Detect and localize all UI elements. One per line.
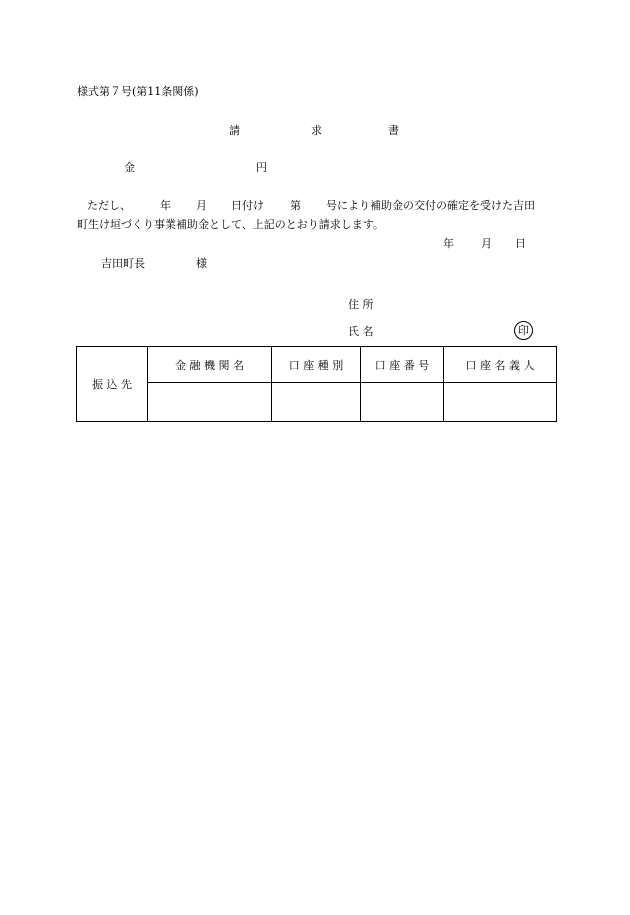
title-char: 書 <box>388 124 399 137</box>
bank-name-cell[interactable] <box>148 383 272 422</box>
body-segment: 年 <box>160 199 171 212</box>
body-segment: ただし、 <box>87 199 131 212</box>
amount-unit: 円 <box>256 161 267 174</box>
account-holder-header: 口 座 名 義 人 <box>444 347 557 383</box>
addressee-honorific: 様 <box>196 257 207 270</box>
address-label: 住 所 <box>348 298 374 311</box>
bank-name-header: 金 融 機 関 名 <box>148 347 272 383</box>
account-holder-cell[interactable] <box>444 383 557 422</box>
account-type-header: 口 座 種 別 <box>272 347 361 383</box>
title-char: 請 <box>229 124 240 137</box>
date-month: 月 <box>481 237 492 250</box>
form-number: 様式第７号(第11条関係) <box>77 85 199 98</box>
body-segment: 月 <box>196 199 207 212</box>
date-year: 年 <box>443 237 454 250</box>
account-number-cell[interactable] <box>361 383 444 422</box>
bank-transfer-table <box>76 346 557 422</box>
name-label: 氏 名 <box>348 325 374 338</box>
seal-mark: 印 <box>514 321 533 340</box>
amount-label: 金 <box>124 161 135 174</box>
body-segment: 日付け <box>231 199 264 212</box>
title-char: 求 <box>311 124 322 137</box>
addressee-name: 吉田町長 <box>101 257 145 270</box>
body-text-line-2: 町生け垣づくり事業補助金として、上記のとおり請求します。 <box>77 218 384 231</box>
account-number-header: 口 座 番 号 <box>361 347 444 383</box>
date-day: 日 <box>515 237 526 250</box>
body-segment: 第 <box>290 199 301 212</box>
account-type-cell[interactable] <box>272 383 361 422</box>
transfer-destination-label: 振 込 先 <box>77 347 148 422</box>
body-segment: 号により補助金の交付の確定を受けた吉田 <box>326 199 535 212</box>
